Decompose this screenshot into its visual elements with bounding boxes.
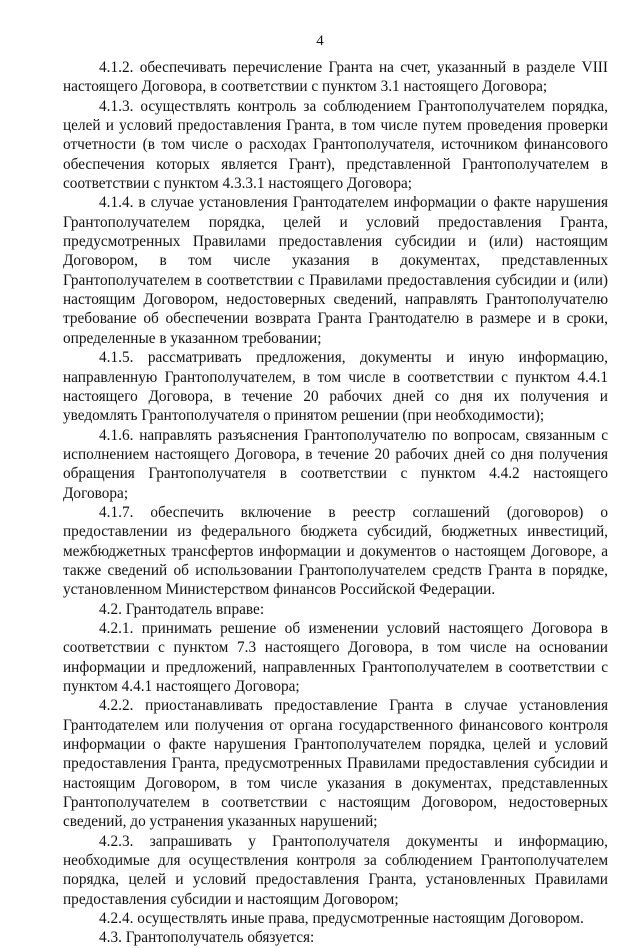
clause-4-2-2: 4.2.2. приостанавливать предоставление Гранта в случае установления Грантодателем или получения от органа государственного финансового контроля информации о факте нарушения Грантополучателем порядка, целей и условий предоставления Гранта, предусмотренных Правилами предоставления субсидии и настоящим Договором, в том числе указания в документах, представленных Грантополучателем в соответствии с настоящим Договором, недостоверных сведений, до устранения указанных нарушений; [63, 697, 608, 831]
clause-4-1-5: 4.1.5. рассматривать предложения, документы и иную информацию, направленную Грантополучателем, в том числе в соответствии с пунктом 4.4.1 настоящего Договора, в течение 20 рабочих дней со дня их получения и уведомлять Грантополучателя о принятом решении (при необходимости); [63, 349, 608, 425]
clause-4-2-1: 4.2.1. принимать решение об изменении условий настоящего Договора в соответствии с пунктом 7.3 настоящего Договора, в том числе на основании информации и предложений, направленных Грантополучателем в соответствии с пунктом 4.4.1 настоящего Договора; [63, 619, 608, 695]
clause-4-1-2: 4.1.2. обеспечивать перечисление Гранта на счет, указанный в разделе VIII настоящего Договора, в соответствии с пунктом 3.1 настоящего Договора; [63, 59, 608, 96]
clause-4-2-heading: 4.2. Грантодатель вправе: [99, 600, 265, 618]
page-number: 4 [316, 33, 324, 49]
clause-4-1-3: 4.1.3. осуществлять контроль за соблюдением Грантополучателем порядка, целей и условий предоставления Гранта, в том числе путем проведения проверки отчетности (в том числе о расходах Грантополучателя, источником финансового обеспечения которых является Грант), представленной Грантополучателем в соответствии с пунктом 4.3.3.1 настоящего Договора; [63, 97, 608, 193]
clause-4-3-heading: 4.3. Грантополучатель обязуется: [99, 929, 315, 947]
clause-4-1-6: 4.1.6. направлять разъяснения Грантополучателю по вопросам, связанным с исполнением настоящего Договора, в течение 20 рабочих дней со дня получения обращения Грантополучателя в соответствии с пунктом 4.4.2 настоящего Договора; [63, 426, 608, 502]
document-body [63, 58, 608, 948]
clause-4-2-4: 4.2.4. осуществлять иные права, предусмотренные настоящим Договором. [99, 910, 584, 928]
clause-4-2-3: 4.2.3. запрашивать у Грантополучателя документы и информацию, необходимые для осуществления контроля за соблюдением Грантополучателем порядка, целей и условий предоставления Гранта, установленных Правилами предоставления субсидии и настоящим Договором; [63, 832, 608, 908]
clause-4-1-7: 4.1.7. обеспечить включение в реестр соглашений (договоров) о предоставлении из федерального бюджета субсидий, бюджетных инвестиций, межбюджетных трансфертов информации и документов о настоящем Договоре, а также сведений об использовании Грантополучателем средств Гранта в порядке, установленном Министерством финансов Российской Федерации. [63, 503, 608, 599]
clause-4-1-4: 4.1.4. в случае установления Грантодателем информации о факте нарушения Грантополучателем порядка, целей и условий предоставления Гранта, предусмотренных Правилами предоставления субсидии и (или) настоящим Договором, в том числе указания в документах, представленных Грантополучателем в соответствии с Правилами предоставления субсидии и (или) настоящим Договором, недостоверных сведений, направлять Грантополучателю требование об обеспечении возврата Гранта Грантодателю в размере и в сроки, определенные в указанном требовании; [63, 194, 608, 347]
